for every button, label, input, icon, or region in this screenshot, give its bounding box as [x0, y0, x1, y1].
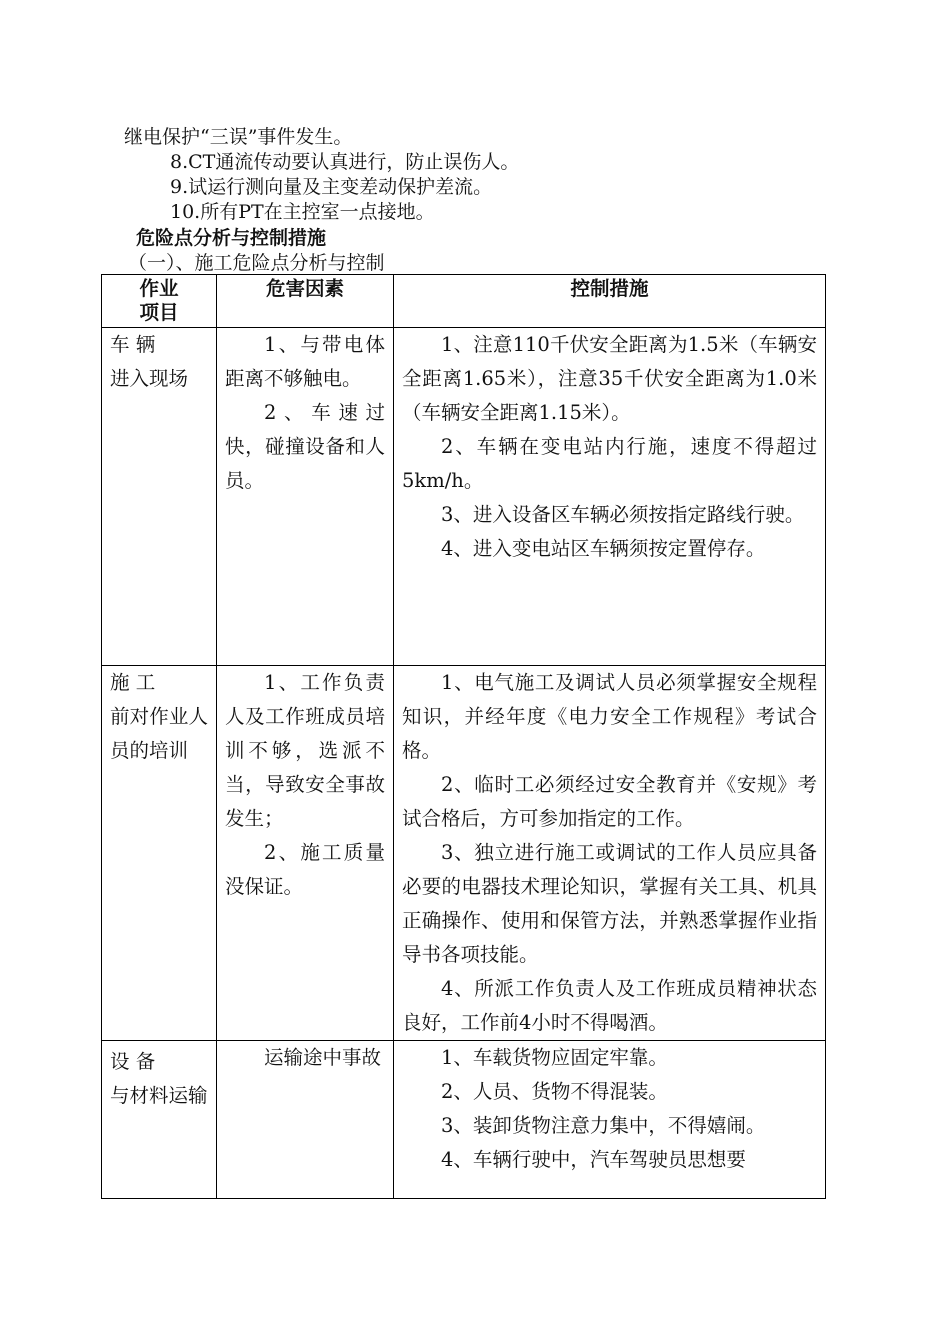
row-controls — [394, 328, 826, 666]
row-controls — [394, 666, 826, 1041]
risk-table — [101, 274, 826, 1199]
table-row — [102, 328, 826, 666]
row-item: 车 辆 进入现场 — [102, 328, 217, 666]
control-text: 1、车载货物应固定牢靠。 — [441, 1046, 668, 1069]
row-hazards — [217, 328, 394, 666]
row-item: 设 备 与材料运输 — [102, 1041, 217, 1199]
header-hazard: 危害因素 — [217, 275, 394, 328]
control-text: 2、临时工必须经过安全教育并《安规》考试合格后，方可参加指定的工作。 — [402, 773, 817, 830]
hazard-text: 2、施工质量没保证。 — [225, 841, 385, 898]
control-text: 4、进入变电站区车辆须按定置停存。 — [441, 537, 766, 560]
hazard-text: 运输途中事故 — [264, 1046, 382, 1069]
control-text: 2、人员、货物不得混装。 — [441, 1080, 668, 1103]
intro-line-1: 8.CT通流传动要认真进行，防止误伤人。 — [170, 151, 520, 173]
table-row — [102, 666, 826, 1041]
subsection-title: （一）、施工危险点分析与控制 — [128, 252, 385, 274]
intro-line-2: 9.试运行测向量及主变差动保护差流。 — [170, 176, 493, 198]
hazard-text: 1、工作负责人及工作班成员培训不够，选派不当，导致安全事故发生； — [225, 671, 385, 830]
control-text: 3、独立进行施工或调试的工作人员应具备必要的电器技术理论知识，掌握有关工具、机具正确操作、使用和保管方法，并熟悉掌握作业指导书各项技能。 — [402, 841, 817, 966]
control-text: 1、电气施工及调试人员必须掌握安全规程知识，并经年度《电力安全工作规程》考试合格。 — [402, 671, 817, 762]
table-header-row — [102, 275, 826, 328]
control-text: 2、车辆在变电站内行施，速度不得超过5km/h。 — [402, 435, 817, 492]
control-text: 3、装卸货物注意力集中，不得嬉闹。 — [441, 1114, 766, 1137]
control-text: 4、所派工作负责人及工作班成员精神状态良好，工作前4小时不得喝酒。 — [402, 977, 817, 1034]
row-controls — [394, 1041, 826, 1199]
control-text: 1、注意110千伏安全距离为1.5米（车辆安全距离1.65米），注意35千伏安全距离为1.0米（车辆安全距离1.15米）。 — [402, 333, 817, 424]
header-control: 控制措施 — [394, 275, 826, 328]
hazard-text: 2、车速过快，碰撞设备和人员。 — [225, 401, 385, 492]
row-hazards — [217, 666, 394, 1041]
intro-line-3: 10.所有PT在主控室一点接地。 — [170, 201, 435, 223]
control-text: 3、进入设备区车辆必须按指定路线行驶。 — [441, 503, 805, 526]
section-title: 危险点分析与控制措施 — [136, 227, 327, 249]
intro-line-0: 继电保护“三误”事件发生。 — [124, 126, 353, 148]
control-text: 4、车辆行驶中，汽车驾驶员思想要 — [441, 1148, 746, 1171]
row-item: 施 工 前对作业人员的培训 — [102, 666, 217, 1041]
hazard-text: 1、与带电体距离不够触电。 — [225, 333, 385, 390]
table-row — [102, 1041, 826, 1199]
row-hazards — [217, 1041, 394, 1199]
header-item: 作业 项目 — [102, 275, 217, 328]
